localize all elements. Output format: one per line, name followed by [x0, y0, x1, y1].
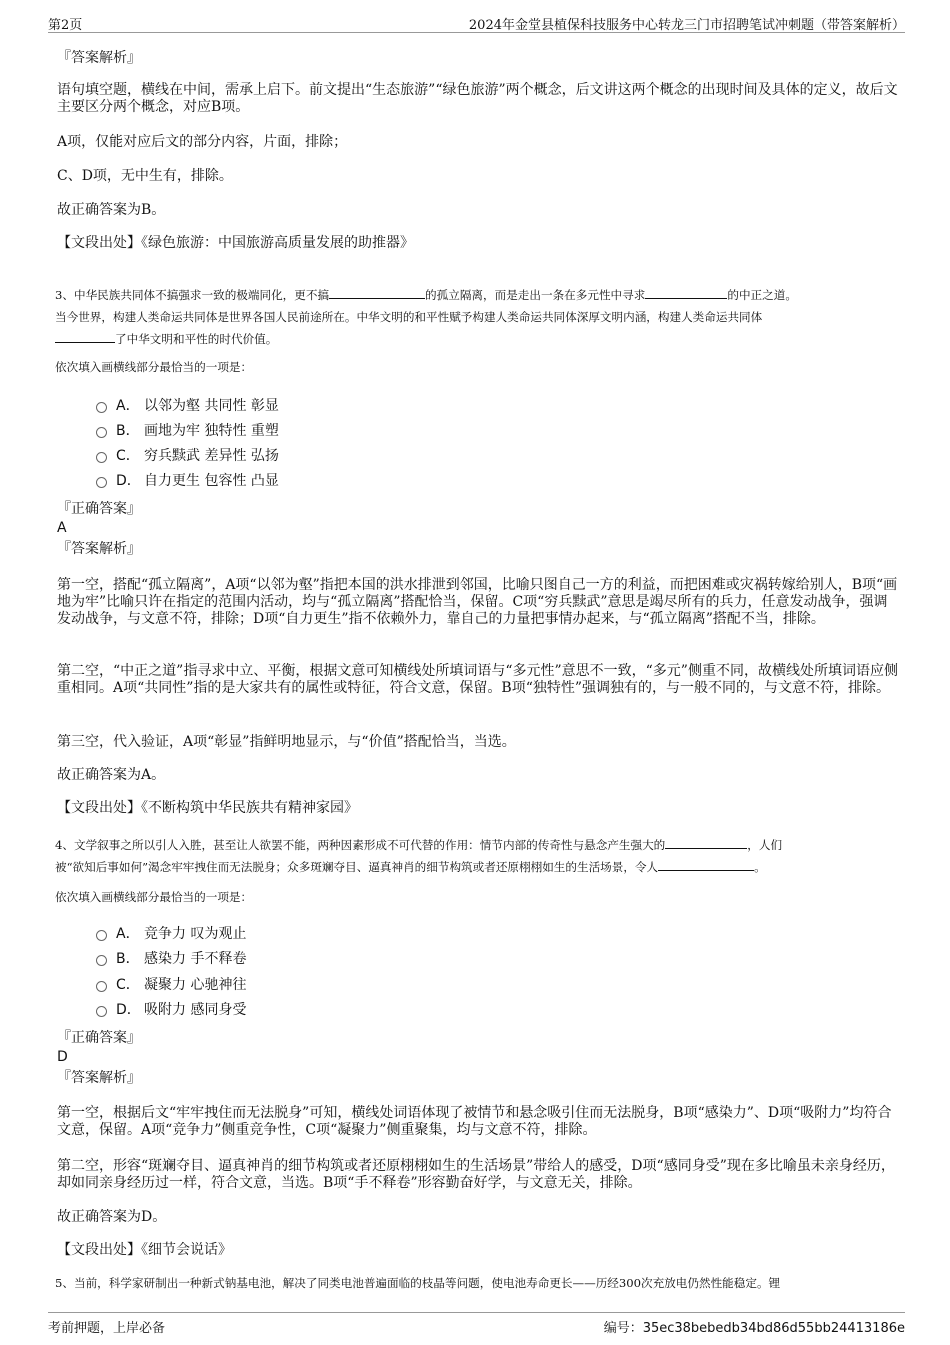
radio-icon[interactable]: [96, 1006, 107, 1017]
fill-blank: [645, 286, 727, 299]
analysis-paragraph: 第二空，“中正之道”指寻求中立、平衡，根据文意可知横线处所填词语与“多元性”意思不一致，“多元”侧重不同，故横线处所填词语应侧重相同。A项“共同性”指的是大家共有的属性或特征，符合文意，保留。B项“独特性”强调独有的，与一般不同的，与文意不符，排除。: [57, 663, 898, 696]
document-code: 编号：35ec38bebedb34bd86d55bb24413186e: [603, 1321, 905, 1336]
option-b[interactable]: B． 感染力 手不释卷: [96, 949, 246, 969]
analysis-paragraph: C、D项，无中生有，排除。: [57, 168, 233, 184]
correct-answer-heading: 『正确答案』: [57, 501, 141, 517]
analysis-paragraph: 第三空，代入验证，A项“彰显”指鲜明地显示，与“价值”搭配恰当，当选。: [57, 734, 516, 750]
radio-icon[interactable]: [96, 427, 107, 438]
correct-answer-heading: 『正确答案』: [57, 1030, 141, 1046]
fill-blank: [55, 330, 115, 343]
option-b[interactable]: B． 画地为牢 独特性 重塑: [96, 421, 279, 441]
fill-blank: [329, 286, 425, 299]
document-title: 2024年金堂县植保科技服务中心转龙三门市招聘笔试冲刺题（带答案解析）: [468, 18, 905, 33]
analysis-heading: 『答案解析』: [57, 1070, 141, 1086]
analysis-paragraph: 第一空，根据后文“牢牢拽住而无法脱身”可知，横线处词语体现了被情节和悬念吸引住而无法脱身，B项“感染力”、D项“吸附力”均符合文意，保留。A项“竞争力”侧重竞争性，C项“凝聚力”侧重聚集，均与文意不符，排除。: [57, 1105, 892, 1138]
option-a[interactable]: A． 以邻为壑 共同性 彰显: [96, 396, 279, 416]
radio-icon[interactable]: [96, 930, 107, 941]
analysis-paragraph: 第一空，搭配“孤立隔离”，A项“以邻为壑”指把本国的洪水排泄到邻国，比喻只图自己一方的利益，而把困难或灾祸转嫁给别人，B项“画地为牢”比喻只许在指定的范围内活动，均与“孤立隔离”搭配恰当，保留。C项“穷兵黩武”意思是竭尽所有的兵力，任意发动战争，强调发动战争，与文意不符，排除；D项“自力更生”指不依赖外力，靠自己的力量把事情办起来，与“孤立隔离”搭配不当，排除。: [57, 577, 898, 627]
page-footer: [48, 1312, 905, 1335]
question-prompt: 依次填入画横线部分最恰当的一项是：: [55, 360, 253, 374]
page-number: 第2页: [48, 18, 83, 33]
radio-icon[interactable]: [96, 477, 107, 488]
source-citation: 【文段出处】《不断构筑中华民族共有精神家园》: [57, 800, 358, 816]
question-4-text: 4、文学叙事之所以引人入胜，甚至让人欲罢不能，两种因素形成不可代替的作用：情节内部的传奇性与悬念产生强大的 ，人们 被“欲知后事如何”渴念牢牢拽住而无法脱身；众多斑斓夺目、逼真神肖的细节构筑或者还原栩栩如生的生活场景，令人 。: [55, 838, 783, 874]
radio-icon[interactable]: [96, 955, 107, 966]
radio-icon[interactable]: [96, 981, 107, 992]
option-d[interactable]: D． 自力更生 包容性 凸显: [96, 471, 279, 491]
source-citation: 【文段出处】《细节会说话》: [57, 1242, 232, 1258]
source-citation: 【文段出处】《绿色旅游：中国旅游高质量发展的助推器》: [57, 235, 414, 251]
page-header: [48, 12, 905, 33]
option-d[interactable]: D． 吸附力 感同身受: [96, 1000, 246, 1020]
analysis-conclusion: 故正确答案为B。: [57, 202, 166, 218]
analysis-paragraph: A项，仅能对应后文的部分内容，片面，排除；: [57, 134, 348, 150]
footer-slogan: 考前押题，上岸必备: [48, 1321, 166, 1336]
analysis-conclusion: 故正确答案为D。: [57, 1209, 167, 1225]
option-c[interactable]: C． 穷兵黩武 差异性 弘扬: [96, 446, 279, 466]
analysis-paragraph: 第二空，形容“斑斓夺目、逼真神肖的细节构筑或者还原栩栩如生的生活场景”带给人的感受，D项“感同身受”现在多比喻虽未亲身经历，却如同亲身经历过一样，符合文意，当选。B项“手不释卷”形容勤奋好学，与文意无关，排除。: [57, 1158, 895, 1191]
radio-icon[interactable]: [96, 402, 107, 413]
correct-answer: D: [57, 1049, 68, 1065]
analysis-conclusion: 故正确答案为A。: [57, 767, 166, 783]
question-3-text: 3、中华民族共同体不搞强求一致的极端同化，更不搞 的孤立隔离，而是走出一条在多元性中寻求 的中正之道。 当今世界，构建人类命运共同体是世界各国人民前途所在。中华文明的和平性赋予构建人类命运共同体深厚文明内涵，构建人类命运共同体 了中华文明和平性的时代价值。: [55, 288, 797, 346]
option-c[interactable]: C． 凝聚力 心驰神往: [96, 975, 246, 995]
analysis-heading: 『答案解析』: [57, 50, 141, 66]
option-a[interactable]: A． 竞争力 叹为观止: [96, 924, 246, 944]
correct-answer: A: [57, 520, 67, 536]
question-5-text: 5、当前，科学家研制出一种新式钠基电池，解决了同类电池普遍面临的枝晶等问题，使电池寿命更长——历经300次充放电仍然性能稳定。锂: [55, 1276, 781, 1290]
radio-icon[interactable]: [96, 452, 107, 463]
fill-blank: [665, 836, 747, 849]
analysis-heading: 『答案解析』: [57, 541, 141, 557]
question-prompt: 依次填入画横线部分最恰当的一项是：: [55, 890, 253, 904]
analysis-paragraph: 语句填空题，横线在中间，需承上启下。前文提出“生态旅游”“绿色旅游”两个概念，后文讲这两个概念的出现时间及具体的定义，故后文主要区分两个概念，对应B项。: [57, 82, 898, 115]
fill-blank: [658, 858, 754, 871]
